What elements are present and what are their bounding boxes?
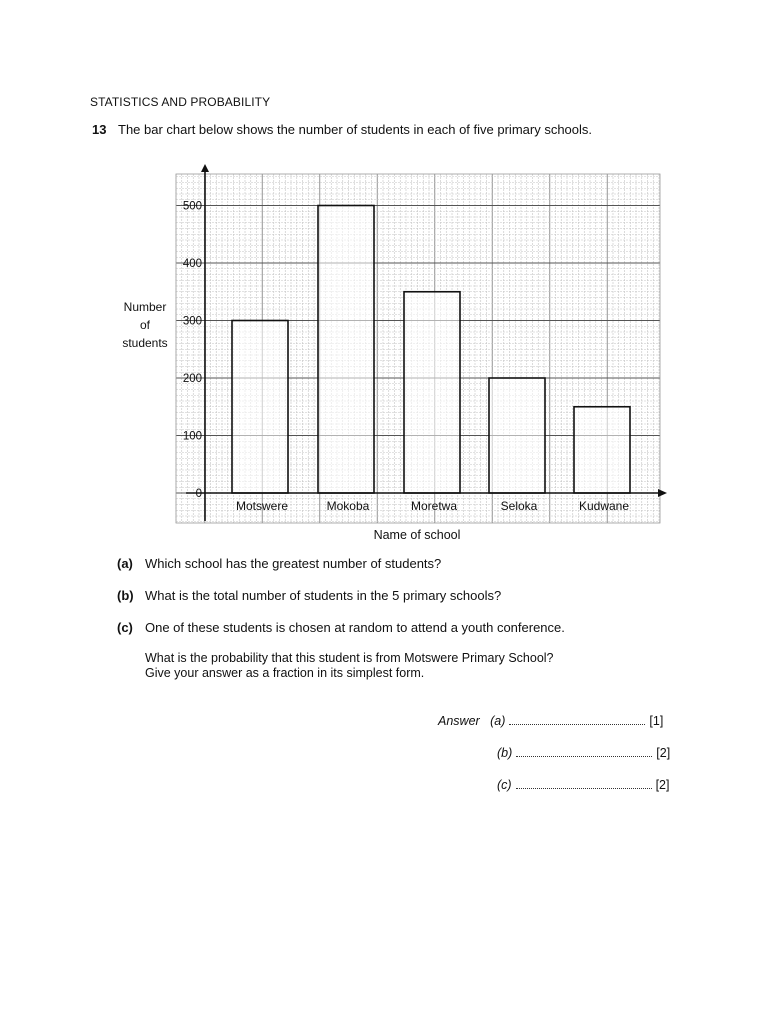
- y-tick-label: 400: [182, 258, 202, 270]
- answer-key: (c): [497, 778, 512, 792]
- answer-marks: [1]: [649, 714, 664, 728]
- bar: [318, 206, 374, 494]
- x-category-label: Mokoba: [326, 499, 370, 513]
- answer-line-a: [438, 714, 663, 728]
- question-text: The bar chart below shows the number of students in each of five primary schools.: [118, 122, 593, 137]
- part-label: (a): [117, 556, 133, 571]
- answer-word: Answer: [438, 714, 480, 728]
- answer-line-b: [497, 746, 670, 760]
- bar: [232, 321, 288, 494]
- answer-blank[interactable]: [516, 778, 652, 789]
- part-c-text-line: What is the probability that this student is from Motswere Primary School?: [145, 651, 554, 665]
- bar: [574, 407, 630, 493]
- y-tick-label: 0: [195, 488, 202, 500]
- x-category-label: Motswere: [235, 499, 289, 513]
- x-axis-label: Name of school: [373, 528, 461, 542]
- y-axis-label-line: of: [139, 318, 150, 332]
- y-tick-label: 100: [182, 430, 202, 443]
- x-category-label: Seloka: [500, 499, 538, 513]
- chart-category-labels: [236, 499, 629, 513]
- y-tick-label: 200: [182, 373, 202, 385]
- x-category-label: Kudwane: [578, 499, 630, 513]
- part-label: (b): [117, 588, 134, 603]
- x-axis-arrow: [658, 489, 667, 497]
- y-tick-label: 500: [182, 200, 202, 213]
- part-text: What is the total number of students in the 5 primary schools?: [145, 588, 502, 603]
- answer-marks: [2]: [656, 746, 671, 760]
- y-axis-arrow: [201, 164, 209, 172]
- answer-line-c: [497, 778, 669, 792]
- y-tick-label: 300: [182, 315, 202, 328]
- section-title: STATISTICS AND PROBABILITY: [90, 95, 271, 109]
- answer-key: (b): [497, 746, 513, 760]
- bar: [404, 292, 460, 493]
- bar: [489, 378, 545, 493]
- answer-blank[interactable]: [509, 714, 645, 725]
- answer-marks: [2]: [655, 778, 670, 792]
- part-c-text-line: Give your answer as a fraction in its simplest form.: [145, 666, 425, 680]
- y-axis-label: [112, 298, 178, 352]
- question-number: 13: [92, 122, 107, 137]
- y-axis-label-line: students: [122, 336, 168, 350]
- part-text: Which school has the greatest number of students?: [145, 556, 442, 571]
- part-text: One of these students is chosen at random to attend a youth conference.: [145, 620, 565, 635]
- answer-blank[interactable]: [516, 746, 652, 757]
- y-axis-label-line: Number: [123, 300, 167, 314]
- answer-key: (a): [490, 714, 506, 728]
- part-label: (c): [117, 620, 133, 635]
- x-category-label: Moretwa: [410, 499, 458, 513]
- chart-tick-labels: [183, 201, 202, 501]
